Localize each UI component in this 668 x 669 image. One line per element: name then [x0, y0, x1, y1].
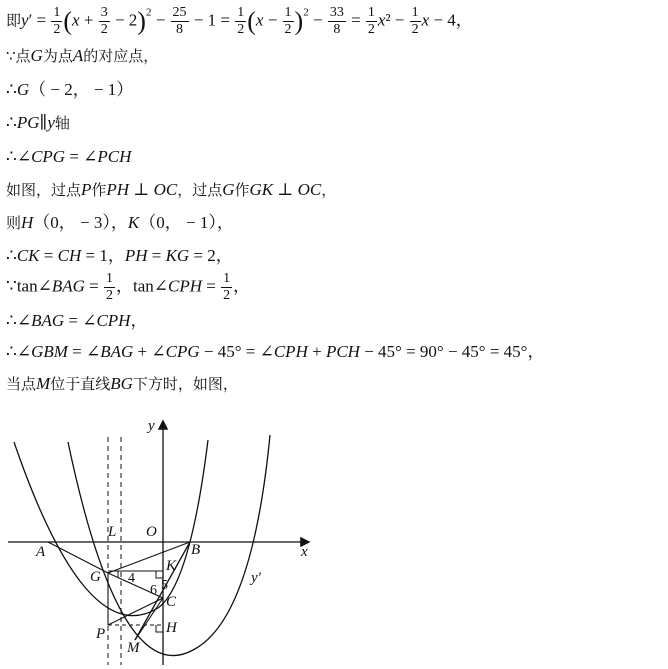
- equation-line-1: 即y′ = $\frac{1}{2}$ (x + $\frac{3}{2}$ − 2)$^2$ − $\frac{25}{8}$ − 1 = $\frac{1}{2}$ (x − $\frac{1}{2}$ )$^2$ − $\frac{33}{8}$ = $\frac{1}{2}$ x² − $\frac{1}{2}$ x − 4，: [6, 5, 473, 37]
- statement-line-12: 当点M位于直线BG下方时，如图，: [6, 374, 238, 393]
- right-angle-mark-H: [156, 625, 163, 632]
- label-number-5: 5: [161, 578, 168, 593]
- right-angle-mark-K: [156, 571, 163, 578]
- label-C: C: [166, 594, 177, 610]
- label-P: P: [96, 626, 106, 642]
- statement-line-4: ∴PG∥y轴: [6, 113, 70, 132]
- label-K: K: [166, 558, 177, 574]
- statement-line-5: ∴∠CPG = ∠PCH: [6, 147, 132, 166]
- line-GB: [108, 542, 190, 573]
- label-B: B: [191, 542, 201, 558]
- label-number-4: 4: [128, 571, 135, 586]
- label-L: L: [108, 524, 117, 540]
- statement-line-2: ∵点G为点A的对应点，: [6, 46, 159, 65]
- label-curve-y-prime: y′: [251, 570, 261, 586]
- label-G: G: [90, 569, 101, 585]
- label-number-6: 6: [150, 583, 157, 598]
- statement-line-9: ∵tan∠BAG = $\frac{1}{2}$ ，tan∠CPH = $\frac{1}{2}$ ，: [6, 271, 251, 303]
- label-y-axis: y: [148, 418, 155, 434]
- statement-line-11: ∴∠GBM = ∠BAG + ∠CPG − 45° = ∠CPH + PCH − 45° = 90° − 45° = 45°，: [6, 342, 545, 361]
- label-M: M: [127, 640, 140, 656]
- label-H: H: [166, 620, 177, 636]
- statement-line-3: ∴G（ − 2， − 1）: [6, 80, 134, 99]
- statement-line-6: 如图，过点P作PH ⊥ OC，过点G作GK ⊥ OC，: [6, 180, 337, 199]
- statement-line-10: ∴∠BAG = ∠CPH，: [6, 311, 148, 330]
- label-origin: O: [146, 524, 157, 540]
- statement-line-7: 则H（0， − 3），K（0， − 1），: [6, 213, 234, 232]
- statement-line-8: ∴CK = CH = 1，PH = KG = 2，: [6, 246, 233, 265]
- label-x-axis: x: [301, 544, 308, 560]
- label-A: A: [36, 544, 46, 560]
